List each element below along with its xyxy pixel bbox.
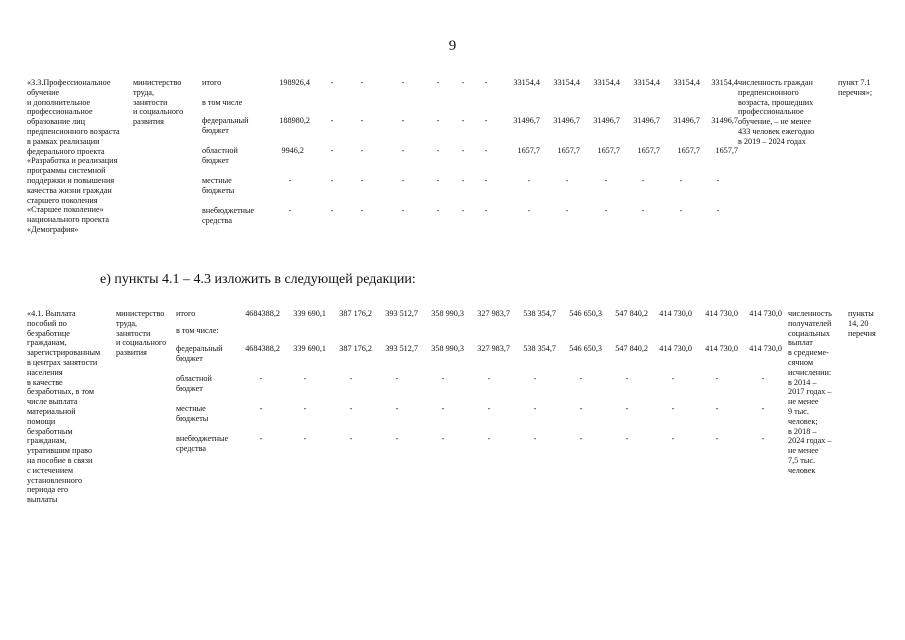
- empty-dash: -: [401, 116, 405, 125]
- empty-dash: -: [484, 176, 488, 185]
- t2-value: 414 730,0: [749, 309, 782, 318]
- empty-dash: -: [715, 434, 719, 443]
- empty-dash: -: [641, 206, 645, 215]
- empty-dash: -: [604, 176, 608, 185]
- empty-dash: -: [527, 176, 531, 185]
- empty-dash: -: [330, 78, 334, 87]
- t2-value: 327 983,7: [477, 309, 510, 318]
- empty-dash: -: [259, 404, 263, 413]
- t2-value: 547 840,2: [615, 309, 648, 318]
- t1-total: 188980,2: [279, 116, 310, 125]
- empty-dash: -: [565, 206, 569, 215]
- empty-dash: -: [360, 146, 364, 155]
- empty-dash: -: [360, 116, 364, 125]
- empty-dash: -: [487, 434, 491, 443]
- t1-name: «3.3.Профессиональное обучение и дополнительное профессиональное образование лиц предпенсионного возраста в рамках реализации федерального проекта «Разработка и реализация программы системной поддержки и повышения качества жизни граждан старшего поколения «Старшее поколение» национального проекта «Демография»: [27, 78, 120, 234]
- t2-value: 546 650,3: [569, 309, 602, 318]
- t2-name: «4.1. Выплата пособий по безработице гражданам, зарегистрированным в центрах занятости населения в качестве безработных, в том числе выплата материальной помощи безработным гражданам, утратившим право на пособие в связи с истечением установленного периода его выплаты: [27, 309, 101, 505]
- empty-dash: -: [461, 146, 465, 155]
- empty-dash: -: [349, 374, 353, 383]
- empty-dash: -: [579, 404, 583, 413]
- t1-value: 31496,7: [633, 116, 660, 125]
- empty-dash: -: [579, 434, 583, 443]
- t1-value: 33154,4: [711, 78, 738, 87]
- t2-value: 327 983,7: [477, 344, 510, 353]
- t2-value: 339 690,1: [293, 344, 326, 353]
- empty-dash: -: [761, 434, 765, 443]
- t2-row-label: федеральный бюджет: [176, 344, 223, 363]
- t1-value: 1657,7: [557, 146, 580, 155]
- empty-dash: -: [401, 146, 405, 155]
- empty-dash: -: [625, 404, 629, 413]
- empty-dash: -: [436, 146, 440, 155]
- empty-dash: -: [259, 434, 263, 443]
- empty-dash: -: [401, 206, 405, 215]
- empty-dash: -: [330, 176, 334, 185]
- t1-row-label: внебюджетные средства: [202, 206, 255, 225]
- empty-dash: -: [761, 404, 765, 413]
- empty-dash: -: [436, 206, 440, 215]
- empty-dash: -: [395, 404, 399, 413]
- t2-value: 414 730,0: [659, 344, 692, 353]
- empty-dash: -: [330, 206, 334, 215]
- t2-value: 393 512,7: [385, 344, 418, 353]
- empty-dash: -: [395, 434, 399, 443]
- t2-row-label: областной бюджет: [176, 374, 212, 393]
- t2-row-label: местные бюджеты: [176, 404, 209, 423]
- t1-value: 33154,4: [633, 78, 660, 87]
- t2-value: 339 690,1: [293, 309, 326, 318]
- t1-indicator: численность граждан предпенсионного возраста, прошедших профессиональное обучение, – не менее 433 человек ежегодно в 2019 – 2024 годах: [738, 78, 815, 146]
- t1-row-label: в том числе: [202, 98, 243, 107]
- section-heading: е) пункты 4.1 – 4.3 изложить в следующей редакции:: [100, 272, 416, 287]
- empty-dash: -: [671, 404, 675, 413]
- empty-dash: -: [461, 206, 465, 215]
- t2-value: 538 354,7: [523, 344, 556, 353]
- empty-dash: -: [579, 374, 583, 383]
- t2-row-label: в том числе:: [176, 326, 219, 335]
- t2-value: 414 730,0: [705, 344, 738, 353]
- t1-executor: министерство труда, занятости и социального развития: [133, 78, 184, 127]
- t1-value: 33154,4: [553, 78, 580, 87]
- t2-value: 4684388,2: [245, 344, 280, 353]
- t2-row-label: итого: [176, 309, 196, 318]
- empty-dash: -: [436, 116, 440, 125]
- empty-dash: -: [330, 116, 334, 125]
- empty-dash: -: [484, 78, 488, 87]
- t1-value: 31496,7: [593, 116, 620, 125]
- empty-dash: -: [303, 374, 307, 383]
- empty-dash: -: [671, 434, 675, 443]
- empty-dash: -: [679, 206, 683, 215]
- empty-dash: -: [461, 116, 465, 125]
- empty-dash: -: [625, 374, 629, 383]
- empty-dash: -: [395, 374, 399, 383]
- t1-value: 33154,4: [593, 78, 620, 87]
- t2-value: 538 354,7: [523, 309, 556, 318]
- t1-value: 31496,7: [711, 116, 738, 125]
- empty-dash: -: [441, 434, 445, 443]
- t2-value: 358 990,3: [431, 344, 464, 353]
- empty-dash: -: [461, 176, 465, 185]
- t2-value: 358 990,3: [431, 309, 464, 318]
- t2-executor: министерство труда, занятости и социального развития: [116, 309, 167, 358]
- empty-dash: -: [533, 374, 537, 383]
- t1-value: 1657,7: [637, 146, 660, 155]
- t2-value: 393 512,7: [385, 309, 418, 318]
- t1-value: 33154,4: [513, 78, 540, 87]
- empty-dash: -: [441, 374, 445, 383]
- t2-row-label: внебюджетные средства: [176, 434, 229, 453]
- empty-dash: -: [401, 78, 405, 87]
- empty-dash: -: [401, 176, 405, 185]
- empty-dash: -: [441, 404, 445, 413]
- empty-dash: -: [715, 374, 719, 383]
- empty-dash: -: [288, 176, 292, 185]
- empty-dash: -: [349, 434, 353, 443]
- t1-reference: пункт 7.1 перечня»;: [838, 78, 873, 97]
- t1-row-label: федеральный бюджет: [202, 116, 249, 135]
- empty-dash: -: [715, 404, 719, 413]
- t1-value: 31496,7: [673, 116, 700, 125]
- empty-dash: -: [360, 78, 364, 87]
- t1-value: 33154,4: [673, 78, 700, 87]
- empty-dash: -: [533, 434, 537, 443]
- t1-value: 1657,7: [597, 146, 620, 155]
- empty-dash: -: [484, 146, 488, 155]
- empty-dash: -: [487, 404, 491, 413]
- empty-dash: -: [604, 206, 608, 215]
- t1-total: 198926,4: [279, 78, 310, 87]
- page-number: 9: [448, 38, 457, 54]
- empty-dash: -: [716, 206, 720, 215]
- t1-total: 9946,2: [281, 146, 304, 155]
- t1-value: 1657,7: [715, 146, 738, 155]
- t1-value: 1657,7: [517, 146, 540, 155]
- empty-dash: -: [436, 176, 440, 185]
- t1-value: 31496,7: [513, 116, 540, 125]
- t2-value: 547 840,2: [615, 344, 648, 353]
- empty-dash: -: [461, 78, 465, 87]
- t2-value: 414 730,0: [749, 344, 782, 353]
- empty-dash: -: [436, 78, 440, 87]
- empty-dash: -: [487, 374, 491, 383]
- t1-row-label: итого: [202, 78, 222, 87]
- empty-dash: -: [679, 176, 683, 185]
- empty-dash: -: [330, 146, 334, 155]
- t1-value: 1657,7: [677, 146, 700, 155]
- empty-dash: -: [288, 206, 292, 215]
- t1-row-label: областной бюджет: [202, 146, 238, 165]
- empty-dash: -: [641, 176, 645, 185]
- t1-value: 31496,7: [553, 116, 580, 125]
- empty-dash: -: [761, 374, 765, 383]
- t2-indicator: численность получателей социальных выплат в среднеме- сячном исчислении: в 2014 – 2017 годах – не менее 9 тыс. человек; в 2018 – 2024 годах – не менее 7,5 тыс. человек: [788, 309, 832, 475]
- empty-dash: -: [716, 176, 720, 185]
- empty-dash: -: [360, 206, 364, 215]
- t2-value: 414 730,0: [705, 309, 738, 318]
- empty-dash: -: [533, 404, 537, 413]
- t2-reference: пункты 14, 20 перечня: [848, 309, 876, 338]
- t2-value: 4684388,2: [245, 309, 280, 318]
- empty-dash: -: [484, 116, 488, 125]
- empty-dash: -: [565, 176, 569, 185]
- empty-dash: -: [303, 404, 307, 413]
- t2-value: 414 730,0: [659, 309, 692, 318]
- empty-dash: -: [671, 374, 675, 383]
- empty-dash: -: [303, 434, 307, 443]
- empty-dash: -: [527, 206, 531, 215]
- empty-dash: -: [349, 404, 353, 413]
- t2-value: 546 650,3: [569, 344, 602, 353]
- empty-dash: -: [360, 176, 364, 185]
- empty-dash: -: [259, 374, 263, 383]
- t1-row-label: местные бюджеты: [202, 176, 235, 195]
- empty-dash: -: [484, 206, 488, 215]
- t2-value: 387 176,2: [339, 309, 372, 318]
- empty-dash: -: [625, 434, 629, 443]
- t2-value: 387 176,2: [339, 344, 372, 353]
